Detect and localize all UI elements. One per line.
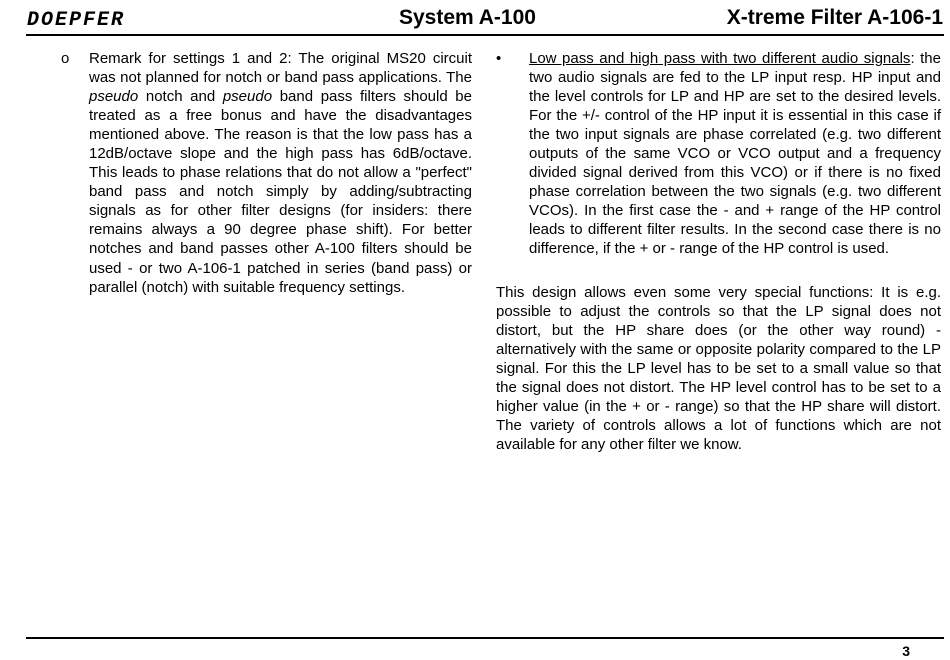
footer-rule [26,637,944,639]
bullet-list-item [496,49,941,259]
page-number: 3 [902,643,910,659]
pseudo-emphasis-2: pseudo [222,88,273,106]
bullet-marker: • [496,50,502,67]
module-title: X-treme Filter A-106-1 [726,6,943,29]
remark-text [89,49,472,297]
left-column [56,49,472,297]
page-header [27,0,943,34]
right-column [496,49,941,454]
remark-part-1: Remark for settings 1 and 2: The original MS20 circuit was not planned for notch or band pass applications. The [89,50,472,87]
bullet-heading: Low pass and high pass with two different audio signals [529,50,911,67]
design-paragraph: This design allows even some very special functions: It is e.g. possible to adjust the controls so that the LP signal does not distort, but the HP share does (or the other way round) - alternatively with the same or opposite polarity compared to the LP signal. For this the LP level has to be set to a small value so that the signal does not distort. The HP level control has to be set to a higher value (in the + or - range) so that the HP share will distort. The variety of controls allows a lot of functions which are not available for any other filter we know. [496,283,941,453]
list-marker: o [61,50,70,67]
remark-part-2: notch and [138,88,223,106]
header-rule [26,34,944,36]
bullet-text [529,49,941,259]
remark-list-item [56,49,472,297]
pseudo-emphasis-1: pseudo [89,88,139,106]
system-title: System A-100 [399,6,536,29]
bullet-body: : the two audio signals are fed to the LP input resp. HP input and the level controls for LP and HP are set to the desired levels. For the +/- control of the HP input it is essential in this case if the two input signals are phase correlated (e.g. two different outputs of the same VCO or VCO output and a frequency divided signal derived from this VCO) or if there is no fixed phase correlation between the two signals (e.g. two different VCOs). In the first case the - and + range of the HP control leads to different filter results. In the second case there is no difference, if the + or - range of the HP control is used. [529,50,941,258]
remark-part-3: band pass filters should be treated as a free bonus and have the disadvantages mentioned above. The reason is that the low pass has a 12dB/octave slope and the high pass has 6dB/octave. This leads to phase relations that do not allow a "perfect" band pass and notch simply by adding/subtracting signals as for other filter designs (for insiders: there remains always a 90 degree phase shift). For better notches and band passes other A-100 filters should be used - or two A-106-1 patched in series (band pass) or parallel (notch) with suitable frequency settings. [89,88,472,296]
brand-logo: DOEPFER [27,9,126,32]
